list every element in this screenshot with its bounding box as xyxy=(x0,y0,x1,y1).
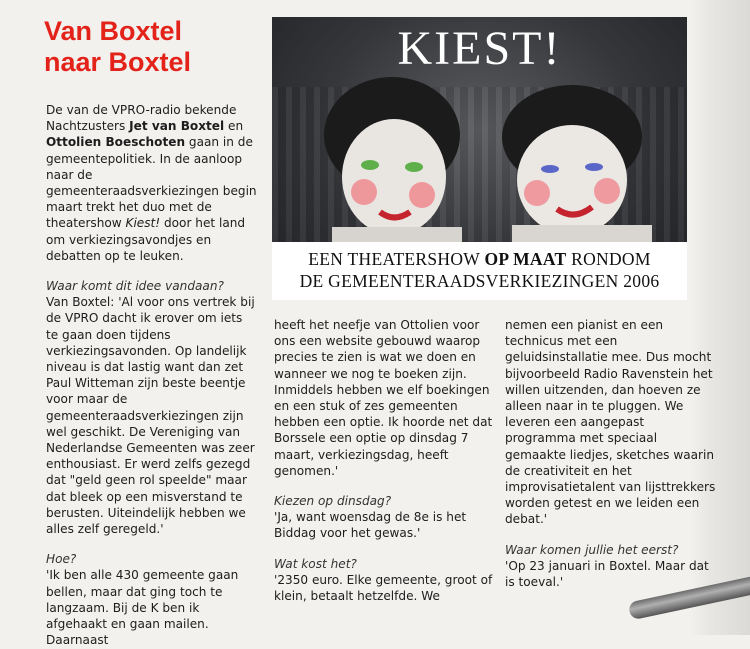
show-photo xyxy=(272,17,687,300)
answer-paragraph-continued: nemen een pianist en een technicus met een geluidsinstallatie mee. Dus mocht bijvoorbeeld Radio Ravenstein het willen uitzenden, dan hoeven ze alleen naar in te pluggen. We leveren een aangepast programma met speciaal gemaakte liedjes, sketches waarin de creativiteit en het improvisatietalent van lijsttrekkers worden getest en we leiden een debat.' xyxy=(505,318,716,527)
question-heading: Hoe? xyxy=(46,552,77,567)
answer-paragraph: 'Ik ben alle 430 gemeente gaan bellen, maar dat ging toch te langzaam. Bij de K ben ik afgehaakt en gaan mailen. Daarnaast xyxy=(46,568,239,648)
question-heading: Wat kost het? xyxy=(274,556,357,571)
answer-paragraph: Van Boxtel: 'Al voor ons vertrek bij de VPRO dacht ik erover om iets te gaan doen tijdens verkiezingsavonden. Op landelijk niveau is dat lastig want dan zet Paul Witteman zijn beste beentje voor maar de gemeenteraadsverkiezingen zijn wel geschikt. De Vereniging van Nederlandse Gemeenten was zeer enthousiast. Er werd zelfs gezegd dat "geld geen rol speelde" maar dat bleek op een misverstand te berusten. Uiteindelijk hebben we alles zelf geregeld.' xyxy=(46,295,255,537)
article-column-1 xyxy=(46,102,258,649)
question-heading: Waar komen jullie het eerst? xyxy=(505,542,679,557)
photo-caption: EEN THEATERSHOW OP MAAT RONDOM DE GEMEENTERAADSVERKIEZINGEN 2006 xyxy=(272,242,687,300)
answer-paragraph-continued: heeft het neefje van Ottolien voor ons een website gebouwd waarop precies te zien is wat we doen en wanneer we nog te boeken zijn. Inmiddels hebben we elf boekingen en een stuk of zes gemeenten hebben een optie. Ik hoorde net dat Borssele een optie op dinsdag 7 maart, verkiezingsdag, heeft genomen.' xyxy=(274,318,493,478)
question-heading: Kiezen op dinsdag? xyxy=(274,494,392,509)
answer-paragraph: 'Ja, want woensdag de 8e is het Biddag voor het gewas.' xyxy=(274,510,467,541)
headline-line-1: Van Boxtel xyxy=(44,16,183,46)
intro-paragraph: De van de VPRO-radio bekende Nachtzusters Jet van Boxtel en Ottolien Boeschoten gaan in de gemeentepolitiek. In de aanloop naar de gemeenteraadsverkiezingen begin maart trekt het duo met de theatershow Kiest! door het land om verkiezingsavondjes en debatten op te leuken. xyxy=(46,103,257,263)
question-heading: Waar komt dit idee vandaan? xyxy=(46,279,224,294)
answer-paragraph: '2350 euro. Elke gemeente, groot of klein, betaalt hetzelfde. We xyxy=(274,572,493,604)
answer-paragraph: 'Op 23 januari in Boxtel. Maar dat is toeval.' xyxy=(505,558,709,590)
photo-banner-title: KIEST! xyxy=(397,22,562,75)
article-headline xyxy=(44,16,264,78)
article-column-3 xyxy=(505,317,717,590)
headline-line-2: naar Boxtel xyxy=(44,47,192,77)
article-column-2 xyxy=(274,317,496,604)
